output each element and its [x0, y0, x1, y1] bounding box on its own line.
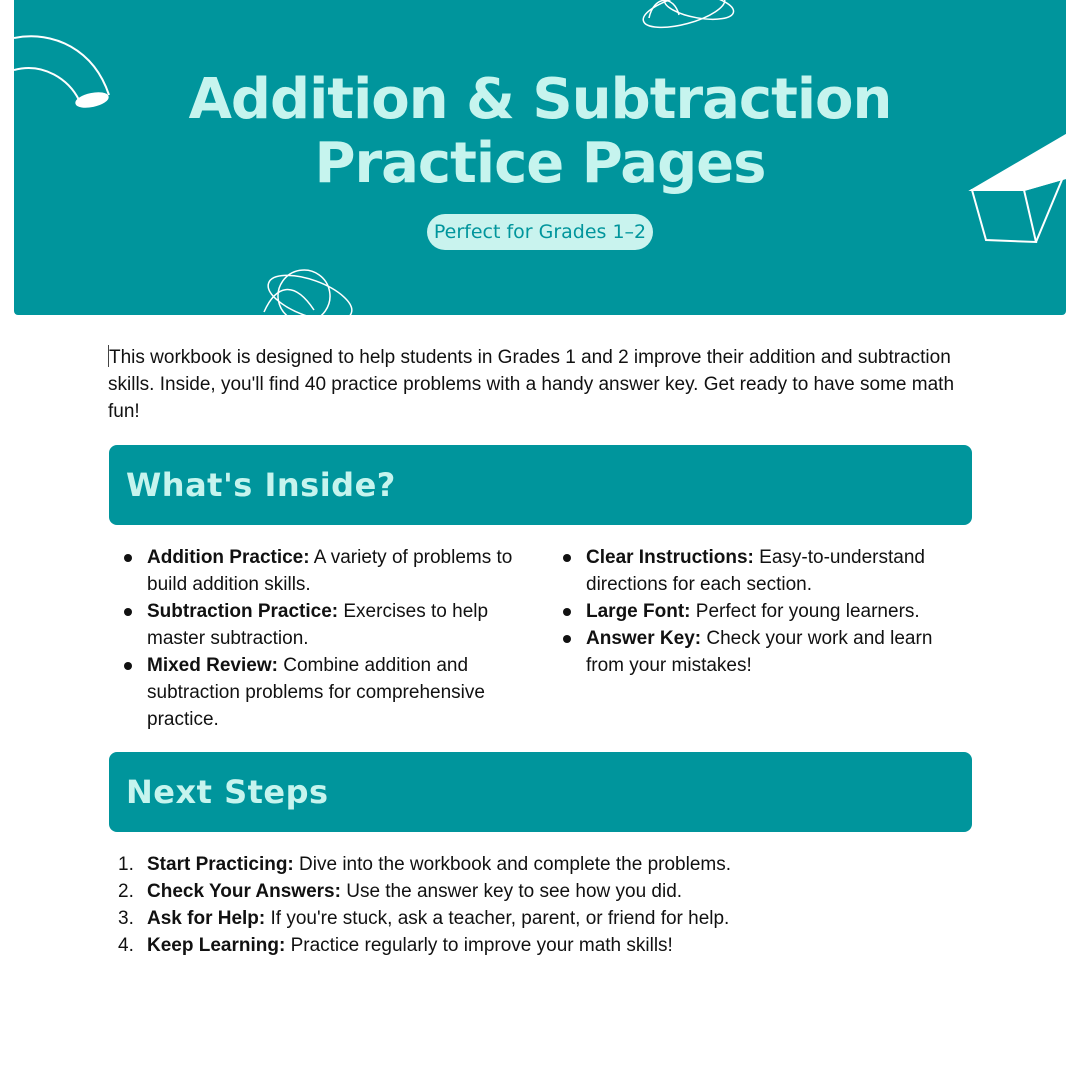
page-title-line2: Practice Pages: [314, 131, 766, 196]
step-term: Keep Learning:: [147, 935, 286, 956]
item-term: Addition Practice:: [147, 547, 310, 568]
whats-inside-heading: What's Inside?: [126, 466, 396, 504]
step-text: Use the answer key to see how you did.: [340, 881, 683, 902]
item-text: Check your work and learn from your mistakes!: [586, 628, 933, 676]
whats-inside-header: [109, 445, 972, 525]
step-term: Start Practicing:: [147, 854, 294, 875]
step-term: Check Your Answers:: [147, 881, 341, 902]
scribble-loops-bottom: [262, 266, 357, 315]
header-banner: [14, 0, 1066, 315]
step-item: [109, 905, 969, 932]
next-steps-list: [109, 851, 969, 959]
page-title-line1: Addition & Subtraction: [188, 67, 892, 132]
whats-inside-list-left: [109, 544, 529, 733]
item-text: Combine addition and subtraction problems for comprehensive practice.: [147, 655, 485, 730]
step-term: Ask for Help:: [147, 908, 266, 929]
scribble-loops-top: [640, 0, 736, 34]
step-text: If you're stuck, ask a teacher, parent, or friend for help.: [265, 908, 730, 929]
item-term: Subtraction Practice:: [147, 601, 339, 622]
item-text: A variety of problems to build addition skills.: [147, 547, 513, 595]
item-term: Mixed Review:: [147, 655, 278, 676]
step-text: Dive into the workbook and complete the problems.: [293, 854, 731, 875]
list-item: [109, 652, 529, 733]
list-item: [109, 544, 529, 598]
list-item: [548, 625, 948, 679]
step-number: 4.: [118, 935, 134, 956]
step-text: Practice regularly to improve your math skills!: [285, 935, 673, 956]
list-item: [548, 598, 948, 625]
list-item: [109, 598, 529, 652]
next-steps-heading: Next Steps: [126, 773, 329, 811]
step-number: 3.: [118, 908, 134, 929]
step-item: [109, 851, 969, 878]
step-number: 1.: [118, 854, 134, 875]
intro-paragraph: [108, 344, 988, 425]
item-text: Easy-to-understand directions for each section.: [586, 547, 925, 595]
item-text: Exercises to help master subtraction.: [147, 601, 489, 649]
whats-inside-list-right: [548, 544, 948, 679]
step-item: [109, 878, 969, 905]
step-item: [109, 932, 969, 959]
step-number: 2.: [118, 881, 134, 902]
item-text: Perfect for young learners.: [690, 601, 920, 622]
intro-text: This workbook is designed to help students in Grades 1 and 2 improve their addition and subtraction skills. Inside, you'll find 40 practice problems with a handy answer key. Get ready to have some math fun!: [108, 347, 955, 422]
grade-badge: Perfect for Grades 1–2: [427, 214, 653, 250]
item-term: Large Font:: [586, 601, 691, 622]
next-steps-header: [109, 752, 972, 832]
item-term: Answer Key:: [586, 628, 702, 649]
item-term: Clear Instructions:: [586, 547, 754, 568]
list-item: [548, 544, 948, 598]
